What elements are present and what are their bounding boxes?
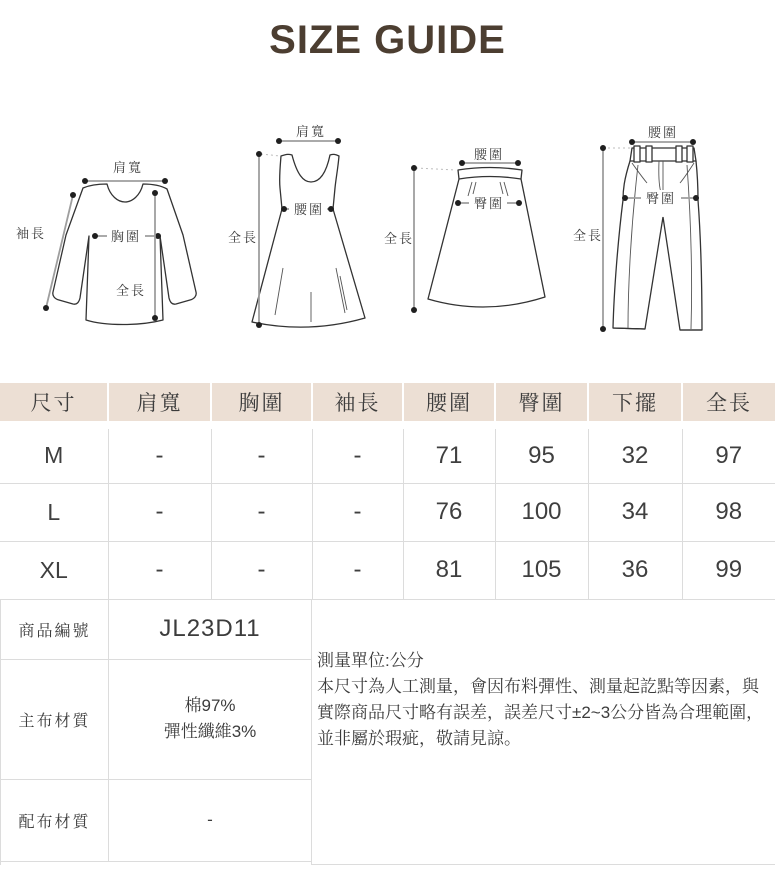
main-fabric-label: 主布材質 <box>1 660 109 779</box>
accent-fabric-value: - <box>207 810 213 829</box>
value-cell: 71 <box>403 425 495 483</box>
top-length-label: 全長 <box>115 283 147 298</box>
size-cell: XL <box>0 541 108 599</box>
skirt-outline <box>428 168 545 308</box>
header-length: 全長 <box>682 383 775 425</box>
skirt-waist-label: 腰圍 <box>473 147 505 162</box>
garment-diagrams <box>0 88 775 383</box>
main-fabric-line-2: 彈性纖維3% <box>163 722 257 741</box>
measurement-unit-line: 測量單位:公分 <box>317 650 424 670</box>
value-cell: - <box>108 483 211 541</box>
header-hip: 臀圍 <box>495 383 588 425</box>
value-cell: - <box>312 483 403 541</box>
table-row <box>0 483 775 541</box>
value-cell: - <box>108 425 211 483</box>
pants-hip-label: 臀圍 <box>645 191 677 206</box>
top-sleeve-label: 袖長 <box>15 226 47 241</box>
dress-length-label: 全長 <box>227 230 259 245</box>
value-cell: 81 <box>403 541 495 599</box>
main-fabric-value <box>109 660 311 779</box>
header-size: 尺寸 <box>0 383 108 425</box>
size-cell: M <box>0 425 108 483</box>
top-chest-label: 胸圍 <box>110 229 142 244</box>
size-table <box>0 383 775 600</box>
top-shoulder-label: 肩寬 <box>112 160 144 175</box>
value-cell: - <box>108 541 211 599</box>
top-diagram <box>10 100 230 350</box>
table-row <box>0 425 775 483</box>
measurement-note-body: 本尺寸為人工測量，會因布料彈性、測量起訖點等因素，與實際商品尺寸略有誤差，誤差尺寸±2~3公分皆為合理範圍，並非屬於瑕疵，敬請見諒。 <box>317 676 764 748</box>
value-cell: - <box>211 425 312 483</box>
size-cell: L <box>0 483 108 541</box>
accent-fabric-row <box>1 780 311 862</box>
pants-diagram <box>570 115 775 345</box>
value-cell: 100 <box>495 483 588 541</box>
accent-fabric-label: 配布材質 <box>1 780 109 861</box>
value-cell: 95 <box>495 425 588 483</box>
main-fabric-line-1: 棉97% <box>184 696 236 715</box>
pants-waist-label: 腰圍 <box>647 125 679 140</box>
product-code-value: JL23D11 <box>159 615 261 642</box>
product-code-row <box>1 600 311 660</box>
size-guide-title: SIZE GUIDE <box>269 18 506 62</box>
main-fabric-row <box>1 660 311 780</box>
header-chest: 胸圍 <box>211 383 312 425</box>
header-shoulder: 肩寬 <box>108 383 211 425</box>
product-info-left <box>1 600 311 865</box>
title-bar <box>0 0 775 88</box>
value-cell: 36 <box>588 541 682 599</box>
measurement-note <box>311 600 775 865</box>
top-outline <box>53 184 196 325</box>
value-cell: - <box>312 541 403 599</box>
value-cell: 76 <box>403 483 495 541</box>
dress-waist-label: 腰圍 <box>293 202 325 217</box>
value-cell: - <box>312 425 403 483</box>
product-code-label: 商品編號 <box>1 600 109 659</box>
value-cell: 32 <box>588 425 682 483</box>
value-cell: 34 <box>588 483 682 541</box>
product-info-section <box>0 600 775 865</box>
size-table-header-row <box>0 383 775 425</box>
value-cell: 97 <box>682 425 775 483</box>
skirt-length-label: 全長 <box>383 231 415 246</box>
header-waist: 腰圍 <box>403 383 495 425</box>
value-cell: - <box>211 541 312 599</box>
value-cell: 98 <box>682 483 775 541</box>
header-hem: 下擺 <box>588 383 682 425</box>
table-row <box>0 541 775 599</box>
dress-shoulder-label: 肩寬 <box>295 124 327 139</box>
dress-diagram <box>225 110 400 355</box>
skirt-hip-label: 臀圍 <box>473 196 505 211</box>
header-sleeve: 袖長 <box>312 383 403 425</box>
skirt-diagram <box>380 130 575 335</box>
dress-outline <box>252 154 365 327</box>
pants-length-label: 全長 <box>572 228 604 243</box>
value-cell: 105 <box>495 541 588 599</box>
value-cell: - <box>211 483 312 541</box>
value-cell: 99 <box>682 541 775 599</box>
